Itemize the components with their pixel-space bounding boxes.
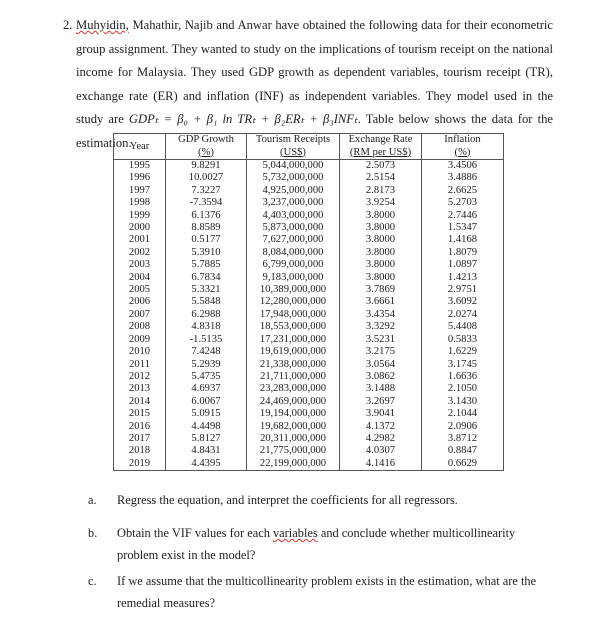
table-cell: 1.6636	[422, 371, 504, 383]
table-cell: 2018	[114, 445, 166, 457]
table-cell: 1.4168	[422, 234, 504, 246]
table-cell: 1996	[114, 172, 166, 184]
table-cell: 23,283,000,000	[247, 383, 340, 395]
table-cell: 3.4506	[422, 160, 504, 173]
table-cell: 1997	[114, 185, 166, 197]
table-row	[114, 383, 504, 395]
model-equation: GDPₜ = β₀ + β₁ ln TRₜ + β₂ERₜ + β₃INFₜ	[128, 112, 358, 126]
table-cell: 6.0067	[166, 396, 247, 408]
table-cell: 3.5231	[340, 334, 422, 346]
table-cell: 3.1488	[340, 383, 422, 395]
table-cell: 3.8712	[422, 433, 504, 445]
table-row	[114, 458, 504, 471]
table-cell: 3.0862	[340, 371, 422, 383]
table-cell: 6,799,000,000	[247, 259, 340, 271]
table-cell: 21,711,000,000	[247, 371, 340, 383]
column-header	[166, 134, 247, 160]
subquestion-c	[88, 570, 558, 614]
header-unit: (%)	[454, 146, 471, 158]
table-cell: 17,231,000,000	[247, 334, 340, 346]
table-cell: 4.1416	[340, 458, 422, 471]
table-cell: 20,311,000,000	[247, 433, 340, 445]
table-cell: 19,682,000,000	[247, 421, 340, 433]
table-cell: 0.5177	[166, 234, 247, 246]
table-cell: 2.0906	[422, 421, 504, 433]
table-cell: 0.5833	[422, 334, 504, 346]
subquestion-b	[88, 522, 558, 566]
table-cell: 2004	[114, 272, 166, 284]
table-row	[114, 421, 504, 433]
table-cell: 3.1430	[422, 396, 504, 408]
table-cell: 18,553,000,000	[247, 321, 340, 333]
subquestion-text: If we assume that the multicollinearity problem exists in the estimation, what are the remedial measures?	[117, 574, 537, 610]
table-cell: 2009	[114, 334, 166, 346]
table-cell: 2016	[114, 421, 166, 433]
table-cell: 4.8318	[166, 321, 247, 333]
table-cell: 9.8291	[166, 160, 247, 173]
table-cell: 2.8173	[340, 185, 422, 197]
header-line-1: Tourism Receipts	[255, 134, 331, 145]
table-cell: 7.3227	[166, 185, 247, 197]
table-cell: 2005	[114, 284, 166, 296]
misspelled-name: Muhyidin,	[76, 18, 129, 32]
table-cell: 5.4735	[166, 371, 247, 383]
subquestion-text-end: and conclude whether multicollinearity problem exist in the model?	[117, 526, 516, 562]
table-cell: 10.0027	[166, 172, 247, 184]
table-cell: 2.1050	[422, 383, 504, 395]
table-cell: 4.4395	[166, 458, 247, 471]
table-row	[114, 172, 504, 184]
table-cell: 19,619,000,000	[247, 346, 340, 358]
table-cell: 2013	[114, 383, 166, 395]
table-cell: 2011	[114, 359, 166, 371]
table-row	[114, 445, 504, 457]
table-cell: 5,732,000,000	[247, 172, 340, 184]
table-cell: 2.5154	[340, 172, 422, 184]
subquestion-label: c.	[88, 574, 97, 588]
table-cell: 2.0274	[422, 309, 504, 321]
table-cell: 3.8000	[340, 222, 422, 234]
table-row	[114, 284, 504, 296]
table-row	[114, 296, 504, 308]
table-row	[114, 321, 504, 333]
table-cell: 2014	[114, 396, 166, 408]
table-cell: 3.0564	[340, 359, 422, 371]
table-cell: 5.3321	[166, 284, 247, 296]
table-cell: 3.8000	[340, 234, 422, 246]
table-row	[114, 334, 504, 346]
subquestion-a	[88, 490, 558, 511]
table-row	[114, 408, 504, 420]
table-cell: 3.4886	[422, 172, 504, 184]
table-row	[114, 309, 504, 321]
table-row	[114, 160, 504, 173]
table-cell: 7,627,000,000	[247, 234, 340, 246]
table-cell: 3.2697	[340, 396, 422, 408]
table-cell: 1.8079	[422, 247, 504, 259]
table-cell: 17,948,000,000	[247, 309, 340, 321]
table-cell: 21,338,000,000	[247, 359, 340, 371]
table-cell: 1.0897	[422, 259, 504, 271]
table-cell: 8.8589	[166, 222, 247, 234]
table-cell: 4.8431	[166, 445, 247, 457]
table-row	[114, 272, 504, 284]
table-cell: 2015	[114, 408, 166, 420]
table-cell: 2.7446	[422, 210, 504, 222]
table-cell: -7.3594	[166, 197, 247, 209]
table-cell: -1.5135	[166, 334, 247, 346]
table-cell: 1.4213	[422, 272, 504, 284]
table-cell: 8,084,000,000	[247, 247, 340, 259]
column-header	[340, 134, 422, 160]
table-cell: 3.7869	[340, 284, 422, 296]
table-cell: 2010	[114, 346, 166, 358]
table-cell: 2008	[114, 321, 166, 333]
table-cell: 19,194,000,000	[247, 408, 340, 420]
table-cell: 4,925,000,000	[247, 185, 340, 197]
table-cell: 4.2982	[340, 433, 422, 445]
table-cell: 1998	[114, 197, 166, 209]
table-cell: 2.6625	[422, 185, 504, 197]
table-row	[114, 222, 504, 234]
table-cell: 2002	[114, 247, 166, 259]
table-cell: 1.6229	[422, 346, 504, 358]
table-row	[114, 210, 504, 222]
table-cell: 22,199,000,000	[247, 458, 340, 471]
subquestion-text: Regress the equation, and interpret the coefficients for all regressors.	[117, 493, 458, 507]
table-row	[114, 234, 504, 246]
table-cell: 10,389,000,000	[247, 284, 340, 296]
table-row	[114, 197, 504, 209]
table-row	[114, 371, 504, 383]
table-cell: 3.6661	[340, 296, 422, 308]
table-cell: 5.2939	[166, 359, 247, 371]
table-cell: 4.4498	[166, 421, 247, 433]
table-cell: 2.1044	[422, 408, 504, 420]
question-number: 2.	[63, 18, 73, 32]
data-table	[113, 133, 504, 471]
table-cell: 3.9041	[340, 408, 422, 420]
table-cell: 2001	[114, 234, 166, 246]
table-cell: 2006	[114, 296, 166, 308]
table-row	[114, 433, 504, 445]
table-cell: 6.2988	[166, 309, 247, 321]
subquestion-label: a.	[88, 493, 97, 507]
table-row	[114, 259, 504, 271]
table-cell: 3.4354	[340, 309, 422, 321]
header-unit: (US$)	[280, 146, 306, 158]
table-cell: 9,183,000,000	[247, 272, 340, 284]
table-cell: 5.5848	[166, 296, 247, 308]
table-cell: 4.6937	[166, 383, 247, 395]
table-cell: 5.7885	[166, 259, 247, 271]
table-cell: 5,044,000,000	[247, 160, 340, 173]
table-cell: 5.8127	[166, 433, 247, 445]
table-cell: 3.8000	[340, 210, 422, 222]
subquestion-label: b.	[88, 526, 98, 540]
table-cell: 3.1745	[422, 359, 504, 371]
question-text-end: . Table below shows the data for the estimation.	[76, 112, 554, 150]
table-cell: 0.6629	[422, 458, 504, 471]
table-cell: 3.2175	[340, 346, 422, 358]
column-header	[114, 134, 166, 160]
table-cell: 2017	[114, 433, 166, 445]
table-cell: 1.5347	[422, 222, 504, 234]
table-cell: 3,237,000,000	[247, 197, 340, 209]
subquestion-text: Obtain the VIF values for each	[117, 526, 273, 540]
table-cell: 4.1372	[340, 421, 422, 433]
table-cell: 2.5073	[340, 160, 422, 173]
table-cell: 2003	[114, 259, 166, 271]
table-row	[114, 346, 504, 358]
table-cell: 6.7834	[166, 272, 247, 284]
table-cell: 3.9254	[340, 197, 422, 209]
table-cell: 5.2703	[422, 197, 504, 209]
table-row	[114, 396, 504, 408]
table-cell: 5.3910	[166, 247, 247, 259]
table-cell: 2012	[114, 371, 166, 383]
table-row	[114, 359, 504, 371]
table-cell: 6.1376	[166, 210, 247, 222]
table-row	[114, 185, 504, 197]
table-cell: 3.8000	[340, 259, 422, 271]
question-text: Mahathir, Najib and Anwar have obtained the following data for their econometric group assignment. They wanted to study on the implications of tourism receipt on the national income for Malaysia. They used GDP growth as dependent variables, tourism receipt (TR), exchange rate (ER) and inflation (INF) as independent variables. They model used in the study are	[76, 18, 553, 126]
table-cell: 1995	[114, 160, 166, 173]
table-cell: 3.8000	[340, 247, 422, 259]
underlined-word: variables	[272, 526, 318, 540]
table-cell: 2.9751	[422, 284, 504, 296]
header-unit: (%)	[198, 146, 214, 158]
table-cell: 2019	[114, 458, 166, 471]
table-cell: 4.0307	[340, 445, 422, 457]
table-cell: 12,280,000,000	[247, 296, 340, 308]
table-cell: 3.6092	[422, 296, 504, 308]
table-cell: 5.0915	[166, 408, 247, 420]
column-header	[422, 134, 504, 160]
table-cell: 2007	[114, 309, 166, 321]
table-cell: 0.8847	[422, 445, 504, 457]
table-cell: 3.8000	[340, 272, 422, 284]
table-cell: 5.4408	[422, 321, 504, 333]
table-cell: 4,403,000,000	[247, 210, 340, 222]
table-cell: 21,775,000,000	[247, 445, 340, 457]
header-unit: (RM per US$)	[349, 146, 412, 158]
table-cell: 3.3292	[340, 321, 422, 333]
header-line-1: Exchange Rate	[348, 134, 413, 145]
table-row	[114, 247, 504, 259]
table-cell: 7.4248	[166, 346, 247, 358]
header-line-1: Inflation	[444, 134, 481, 145]
table-cell: 5,873,000,000	[247, 222, 340, 234]
header-line-1: Year	[129, 141, 150, 152]
table-cell: 24,469,000,000	[247, 396, 340, 408]
column-header	[247, 134, 340, 160]
table-cell: 1999	[114, 210, 166, 222]
table-cell: 2000	[114, 222, 166, 234]
header-line-1: GDP Growth	[178, 134, 234, 145]
